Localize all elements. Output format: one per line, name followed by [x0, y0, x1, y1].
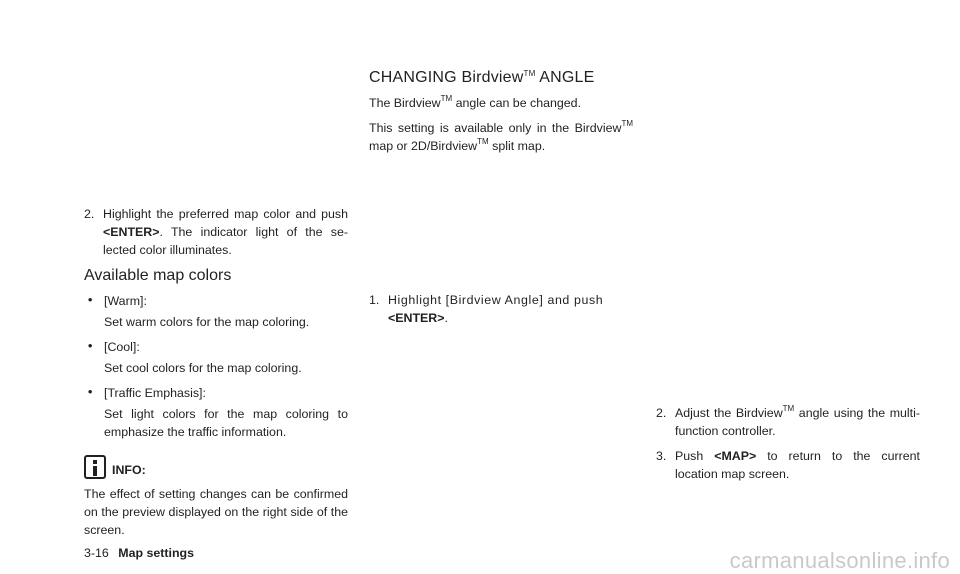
page-footer	[84, 544, 194, 562]
list-item	[84, 292, 348, 331]
map-key: <MAP>	[714, 449, 757, 463]
step-end: .	[444, 311, 448, 325]
right-column	[656, 404, 920, 483]
heading-text-end: ANGLE	[535, 69, 595, 86]
bullet-icon: •	[88, 385, 93, 399]
info-text: The effect of setting changes can be confirmed on the preview displayed on the right side of the screen.	[84, 487, 348, 537]
heading-text: CHANGING Birdview	[369, 69, 524, 86]
bullet-icon: •	[88, 293, 93, 307]
enter-key: <ENTER>	[103, 225, 160, 239]
info-icon	[84, 455, 106, 479]
step-number: 2.	[656, 406, 667, 420]
list-item	[84, 338, 348, 377]
bullet-icon: •	[88, 339, 93, 353]
trademark: TM	[782, 404, 795, 413]
intro-text-end: angle can be changed.	[452, 96, 582, 110]
step-2-map-color	[84, 205, 348, 259]
option-label: [Warm]:	[104, 294, 147, 308]
list-item	[84, 384, 348, 441]
map-color-list	[84, 292, 348, 441]
info-header	[84, 455, 348, 479]
trademark: TM	[477, 137, 489, 146]
step-text: Highlight [Birdview Angle] and push	[388, 293, 604, 307]
intro-text: The Birdview	[369, 96, 441, 110]
available-map-colors-heading: Available map colors	[84, 267, 232, 284]
step-text: Push	[675, 449, 704, 463]
middle-column	[369, 68, 633, 327]
trademark: TM	[440, 94, 453, 103]
availability-paragraph	[369, 119, 633, 155]
step-text-continued: angle using the multi- function controller.	[675, 406, 920, 438]
step-number: 2.	[84, 207, 95, 221]
availability-text: This setting is available only in the Birdview	[369, 121, 622, 135]
section-heading	[369, 68, 633, 88]
step-number: 3.	[656, 449, 667, 463]
enter-key: <ENTER>	[388, 311, 445, 325]
step-2-adjust-angle	[656, 404, 920, 440]
option-description: Set warm colors for the map coloring.	[104, 315, 310, 329]
step-text-continued: to return to the current location map screen.	[675, 449, 920, 481]
step-number: 1.	[369, 293, 380, 307]
availability-text-mid: map or 2D/Birdview	[369, 139, 478, 153]
availability-text-end: split map.	[488, 139, 546, 153]
option-label: [Traffic Emphasis]:	[104, 386, 206, 400]
info-label: INFO:	[112, 463, 146, 477]
step-text-continued: . The indicator light of the se- lected color illuminates.	[103, 225, 348, 257]
step-1-birdview-angle	[369, 291, 633, 327]
intro-paragraph	[369, 94, 633, 112]
trademark: TM	[523, 69, 536, 78]
section-name: Map settings	[118, 546, 194, 560]
step-3-return-map	[656, 447, 920, 483]
left-column	[84, 205, 348, 539]
page-number: 3-16	[84, 546, 109, 560]
option-description: Set cool colors for the map coloring.	[104, 361, 302, 375]
step-text: Adjust the Birdview	[675, 406, 783, 420]
option-description: Set light colors for the map coloring to emphasize the traffic information.	[104, 407, 348, 439]
watermark: carmanualsonline.info	[729, 548, 950, 573]
trademark: TM	[621, 119, 633, 128]
step-text: Highlight the preferred map color and push	[103, 207, 348, 221]
option-label: [Cool]:	[104, 340, 140, 354]
